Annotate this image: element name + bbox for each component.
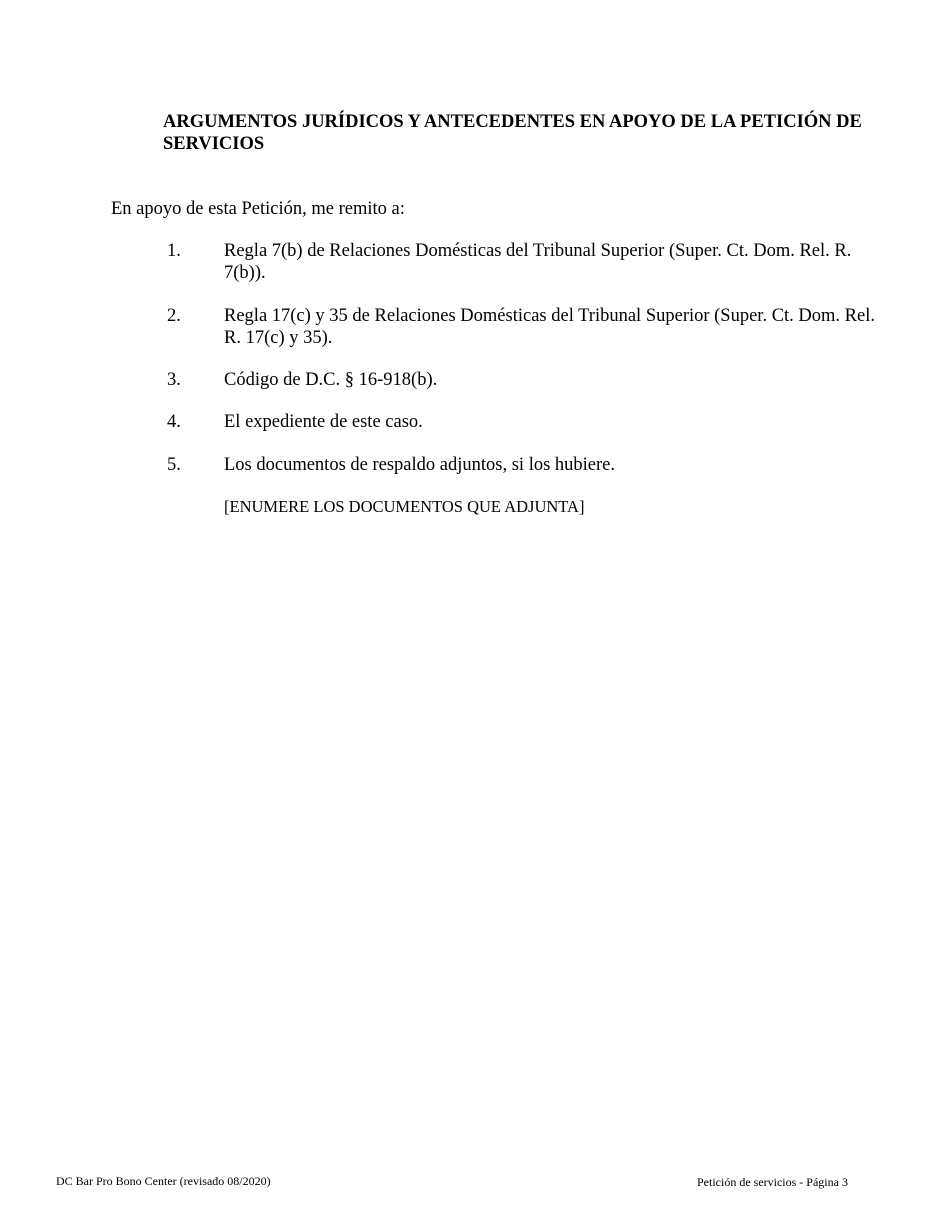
attachments-placeholder: [ENUMERE LOS DOCUMENTOS QUE ADJUNTA] bbox=[224, 497, 585, 516]
footer-right: Petición de servicios - Página 3 bbox=[697, 1175, 848, 1189]
list-item-number: 5. bbox=[167, 455, 181, 475]
list-item-text: Regla 17(c) y 35 de Relaciones Domésticas del Tribunal Superior (Super. Ct. Dom. Rel. R. 17(c) y 35). bbox=[224, 306, 875, 348]
list-item-text: Los documentos de respaldo adjuntos, si los hubiere. bbox=[224, 455, 616, 475]
list-item-number: 2. bbox=[167, 306, 181, 326]
list-item-number: 3. bbox=[167, 370, 181, 390]
footer-left: DC Bar Pro Bono Center (revisado 08/2020) bbox=[56, 1174, 271, 1188]
list-item-1 bbox=[167, 240, 887, 284]
intro-text: En apoyo de esta Petición, me remito a: bbox=[111, 199, 405, 219]
list-item-4 bbox=[167, 411, 887, 433]
list-item-2 bbox=[167, 305, 887, 349]
list-item-text: El expediente de este caso. bbox=[224, 412, 423, 432]
list-item-number: 4. bbox=[167, 412, 181, 432]
list-item-number: 1. bbox=[167, 241, 181, 261]
document-heading: ARGUMENTOS JURÍDICOS Y ANTECEDENTES EN APOYO DE LA PETICIÓN DE SERVICIOS bbox=[163, 112, 862, 154]
list-item-5 bbox=[167, 454, 887, 476]
list-item-text: Código de D.C. § 16-918(b). bbox=[224, 370, 438, 390]
list-item-text: Regla 7(b) de Relaciones Domésticas del Tribunal Superior (Super. Ct. Dom. Rel. R. 7(b)). bbox=[224, 241, 852, 283]
list-item-3 bbox=[167, 369, 887, 391]
